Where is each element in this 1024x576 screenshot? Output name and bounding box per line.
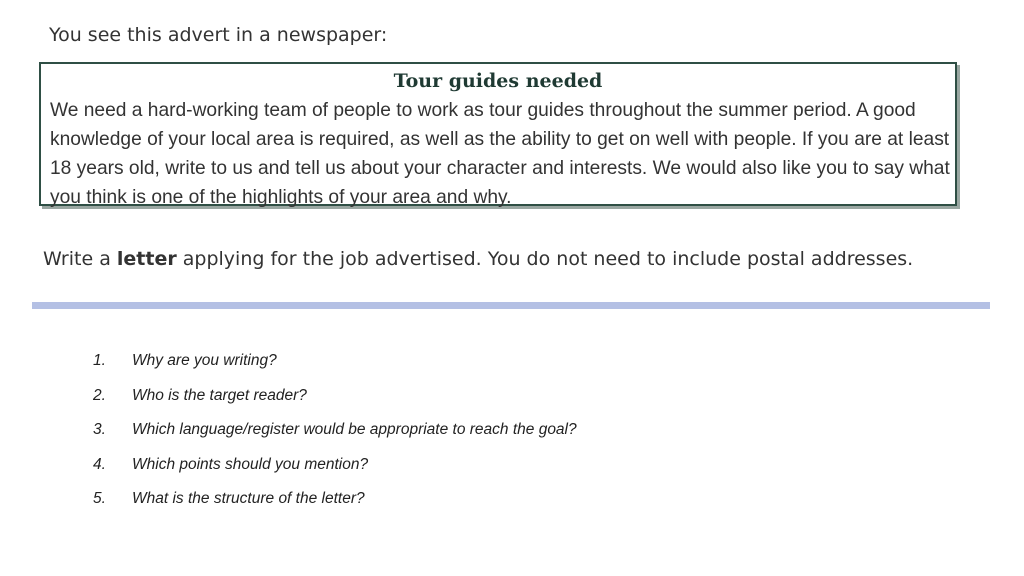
list-item-number: 4. [93,455,106,473]
list-item [93,352,577,387]
task-instruction [43,248,913,270]
instruction-bold: letter [116,248,177,270]
question-list [93,352,577,525]
list-item-text: What is the structure of the letter? [132,490,365,507]
list-item-text: Who is the target reader? [132,386,307,404]
list-item [93,490,577,525]
list-item-number: 2. [93,386,106,404]
list-item [93,456,577,491]
intro-text: You see this advert in a newspaper: [49,24,388,46]
list-item-number: 5. [93,490,106,507]
list-item-number: 1. [93,352,106,369]
list-item-text: Why are you writing? [132,352,277,369]
list-item-number: 3. [93,421,106,438]
list-item-text: Which language/register would be appropriate to reach the goal? [132,421,577,438]
advert-box [39,62,957,206]
list-item [93,421,577,456]
advert-title: Tour guides needed [393,70,603,92]
instruction-after: applying for the job advertised. You do not need to include postal addresses. [176,248,914,270]
list-item-text: Which points should you mention? [132,455,369,473]
divider-bar [32,302,990,309]
list-item [93,387,577,422]
advert-body: We need a hard-working team of people to work as tour guides throughout the summer period. A good knowledge of your local area is required, as well as the ability to get on well with people. If you are at least 18 years old, write to us and tell us about your character and interests. We would also like you to say what you think is one of the highlights of your area and why. [50,100,950,208]
instruction-before: Write a [43,248,117,270]
